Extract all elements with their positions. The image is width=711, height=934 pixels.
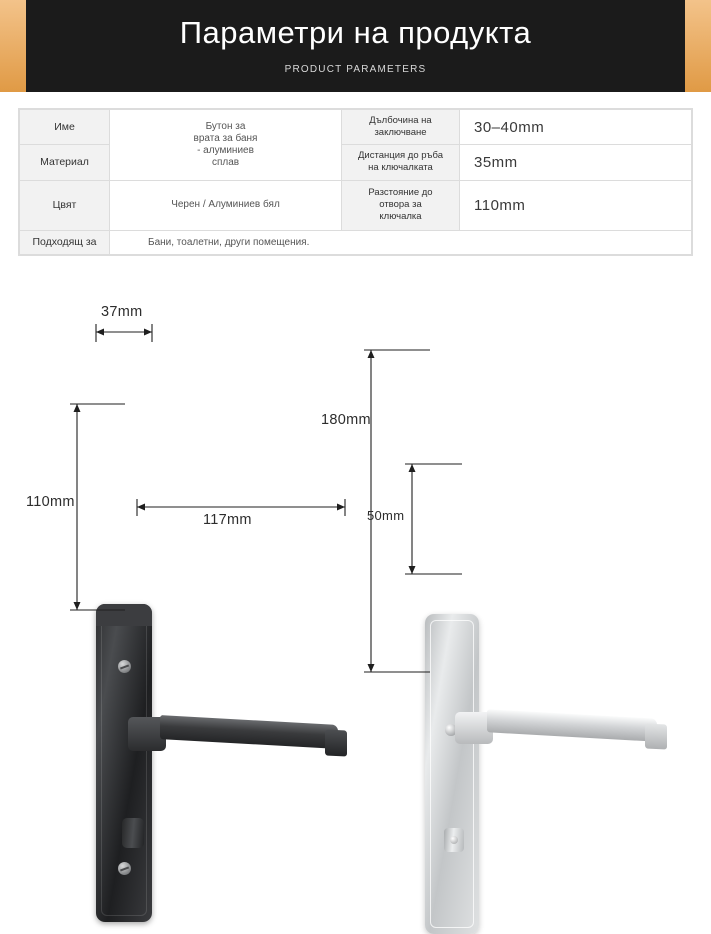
table-row [20,180,692,230]
row-key-hole-distance [342,180,460,230]
black-handle-lever-bar [160,715,338,749]
value-material-line1: - алуминиев [197,144,254,156]
value-name-line1: Бутон за [205,120,246,132]
dim-black-width: 37mm [101,304,143,320]
key-lock-depth-line1: Дълбочина на [369,115,432,127]
key-edge-distance-line2: на ключалката [368,162,433,174]
row-value-color: Черен / Алуминиев бял [110,180,342,230]
black-handle-screw-bottom-icon [118,862,131,875]
dim-silver-plate-height: 180mm [321,412,371,428]
row-value-suitable-for: Бани, тоалетни, други помещения. [110,230,692,254]
row-label-suitable-for: Подходящ за [20,230,110,254]
dim-black-height: 110mm [26,494,75,510]
key-lock-depth-line2: заключване [374,127,427,139]
key-hole-distance-line1: Разстояние до [368,187,433,199]
value-material-line2: сплав [211,156,240,168]
silver-handle-lever-tip [645,723,667,749]
table-row [20,230,692,254]
row-number-hole-distance: 110mm [460,180,692,230]
spec-table [18,108,693,256]
black-handle-thumbturn [122,818,144,848]
page-title: Параметри на продукта [179,15,532,50]
key-hole-distance-line2: отвора за [379,199,422,211]
row-number-edge-distance: 35mm [460,145,692,180]
key-edge-distance-line1: Дистанция до ръба [358,150,443,162]
table-row [20,110,692,145]
dim-silver-lever-height: 50mm [367,508,405,523]
row-value-name-material [110,110,342,181]
black-handle-plate-top [96,604,152,626]
black-handle-lever-tip [325,729,347,756]
row-key-lock-depth [342,110,460,145]
row-number-lock-depth: 30–40mm [460,110,692,145]
silver-handle-thumbturn [444,828,464,852]
page-subtitle: PRODUCT PARAMETERS [284,64,427,75]
black-handle-screw-top-icon [118,660,131,673]
silver-handle-lever-bar [487,709,657,742]
value-name-line2: врата за баня [193,132,258,144]
key-hole-distance-line3: ключалка [379,211,422,223]
silver-handle-plate [425,614,479,934]
page-header [0,0,711,92]
row-label-color: Цвят [20,180,110,230]
dim-black-lever-length: 117mm [203,512,252,528]
row-label-material: Материал [20,145,110,180]
row-key-edge-distance [342,145,460,180]
product-diagram [0,262,711,711]
row-label-name: Име [20,110,110,145]
